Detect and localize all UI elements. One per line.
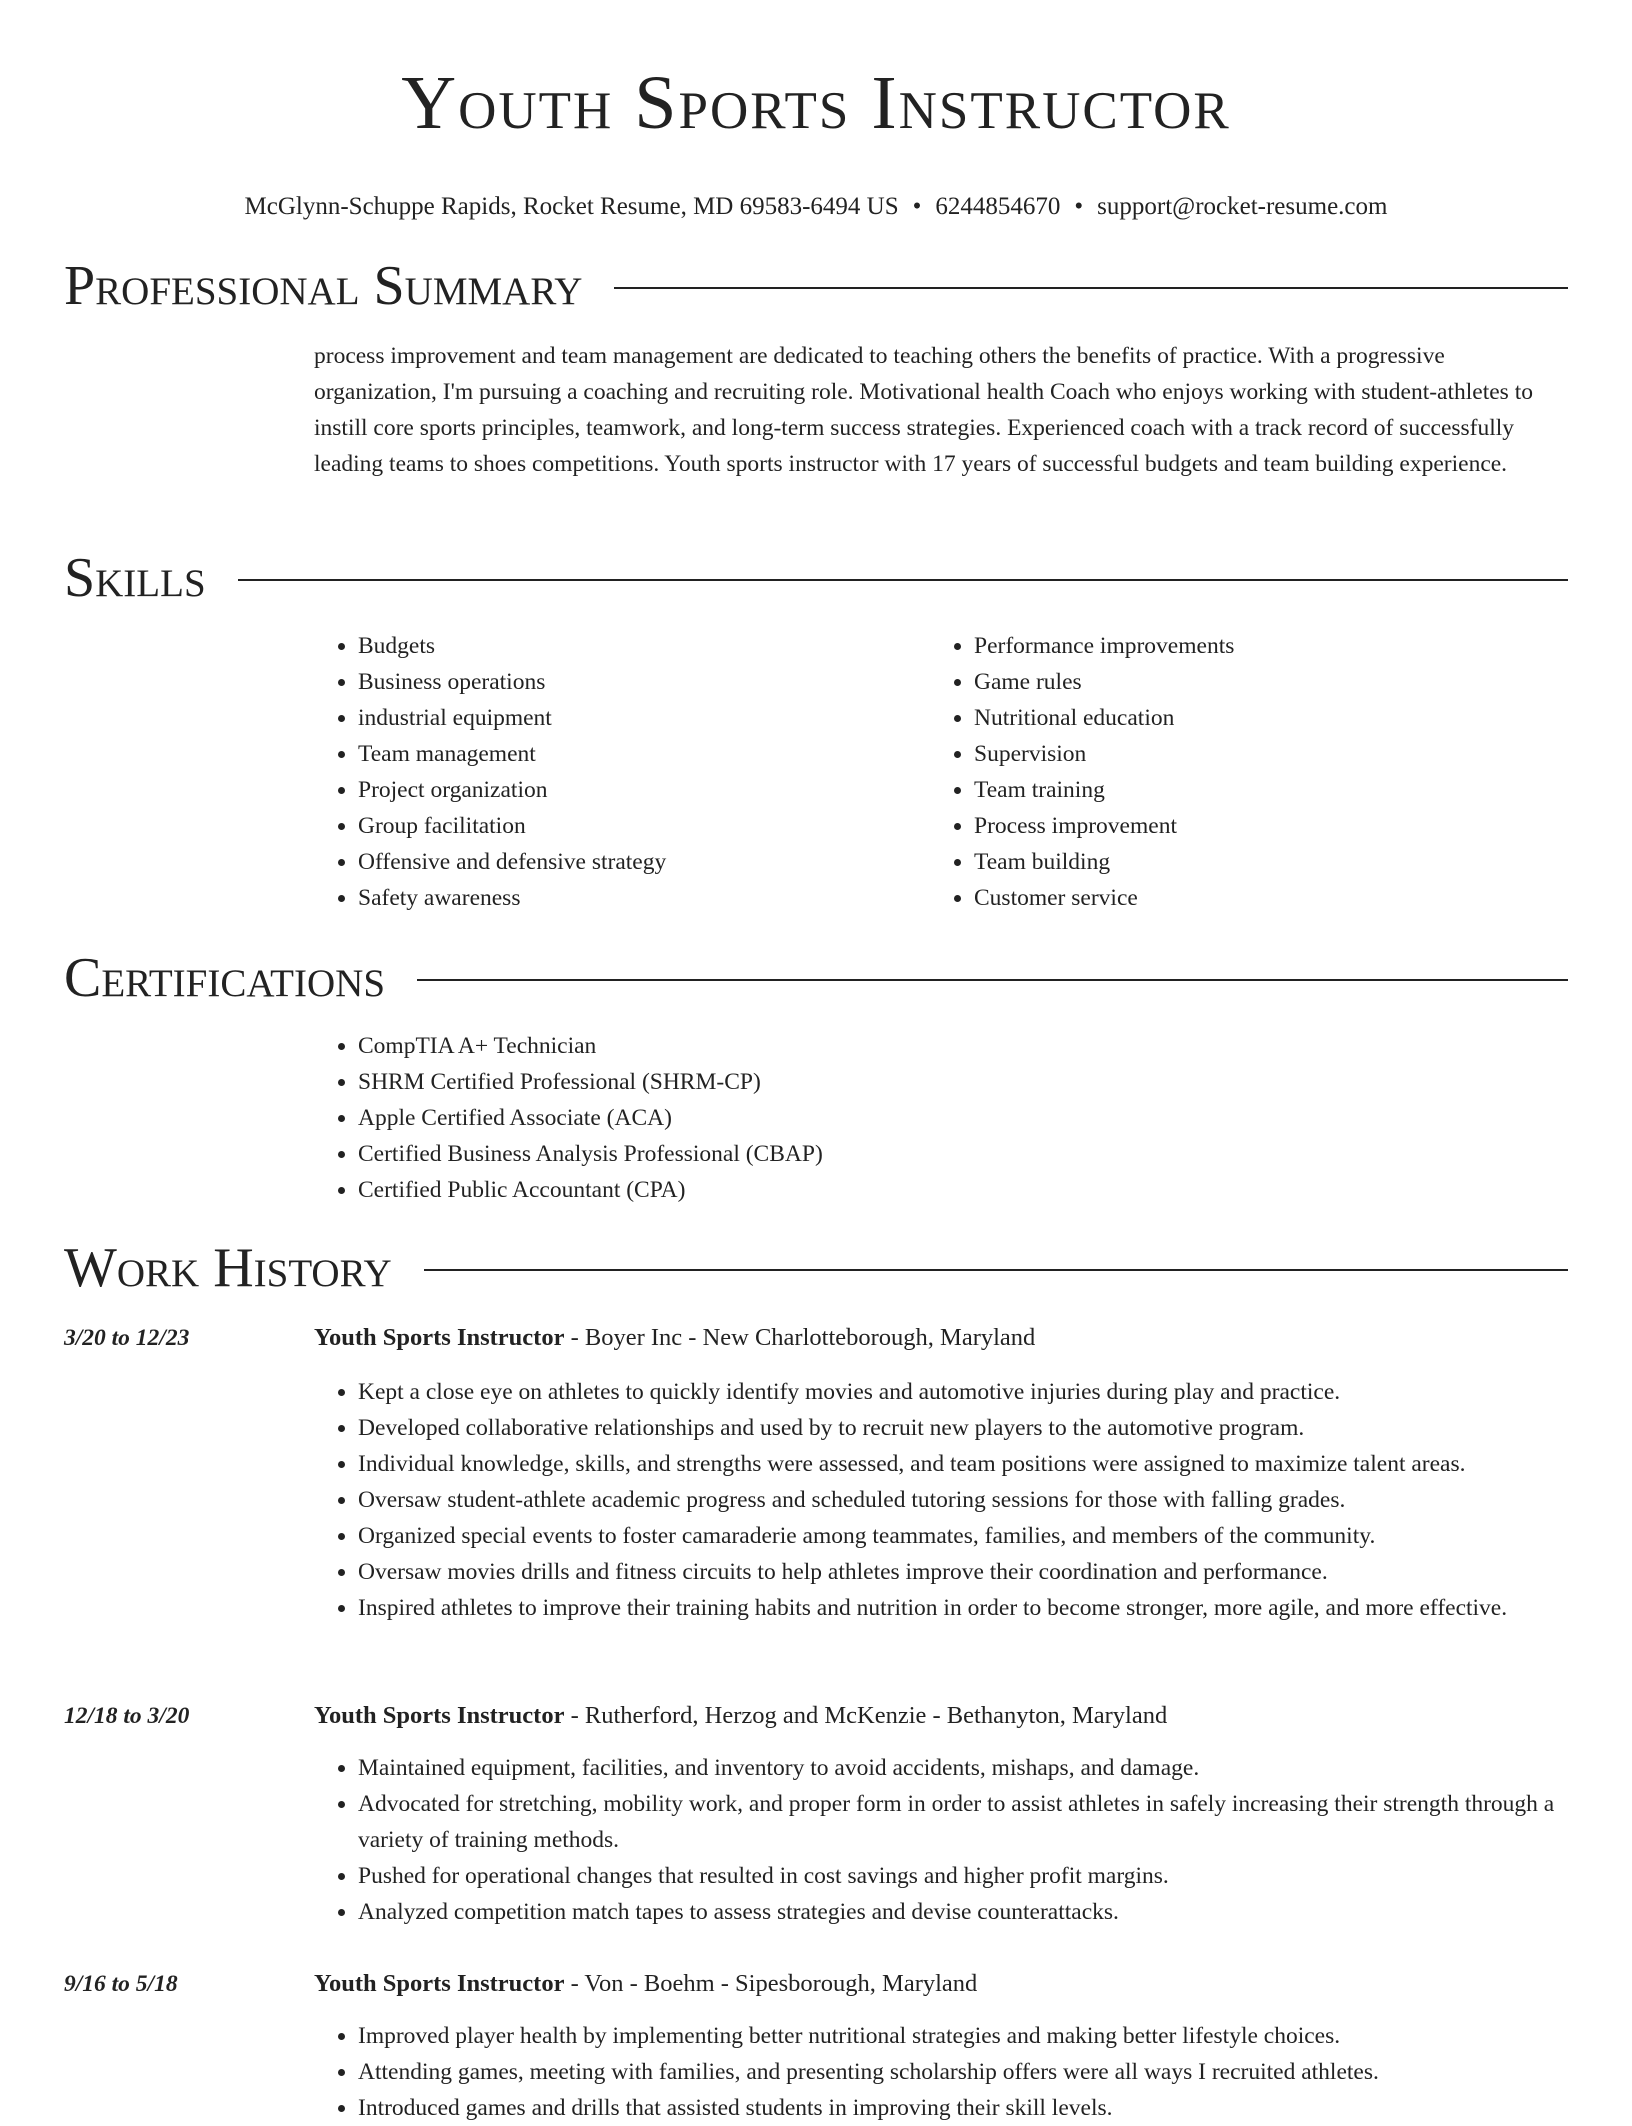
resume-header [0, 0, 1632, 222]
job-duty: • Inspired athletes to improve their training habits and nutrition in order to become stronger, more agile, and more effective. [358, 1590, 1568, 1626]
certification-item: • Certified Business Analysis Professional (CBAP) [358, 1136, 1568, 1172]
skill-item: • Offensive and defensive strategy [358, 844, 930, 880]
skill-item: • Group facilitation [358, 808, 930, 844]
skills-list-left [314, 628, 930, 916]
job-duties [314, 1374, 1568, 1626]
contact-address: McGlynn-Schuppe Rapids, Rocket Resume, MD 69583-6494 US [244, 193, 899, 220]
job-duty: • Improved player health by implementing better nutritional strategies and making better lifestyle choices. [358, 2018, 1568, 2054]
certifications-body [314, 1028, 1568, 1208]
skill-item: • Budgets [358, 628, 930, 664]
skill-item: • Customer service [974, 880, 1546, 916]
job-duty: • Maintained equipment, facilities, and inventory to avoid accidents, mishaps, and damage. [358, 1750, 1568, 1786]
job-role: Youth Sports Instructor [314, 1702, 565, 1729]
work-section-header [64, 1238, 1568, 1298]
summary-section-header [64, 256, 1568, 316]
job-duty: • Kept a close eye on athletes to quickly identify movies and automotive injuries during play and practice. [358, 1374, 1568, 1410]
contact-separator: • [1074, 193, 1084, 220]
skills-column-left [314, 628, 930, 916]
skill-item: • Business operations [358, 664, 930, 700]
job-duty: • Attending games, meeting with families, and presenting scholarship offers were all ways I recruited athletes. [358, 2054, 1568, 2090]
skill-item: • Nutritional education [974, 700, 1546, 736]
certifications-list [314, 1028, 1568, 1208]
section-divider [238, 579, 1568, 581]
job-entry [314, 1320, 1568, 1626]
job-duty: • Advocated for stretching, mobility work, and proper form in order to assist athletes in safely increasing their strength through a variety of training methods. [358, 1786, 1568, 1858]
job-entry [314, 1698, 1568, 1930]
skill-item: • Team training [974, 772, 1546, 808]
certifications-section-header [64, 948, 1568, 1008]
job-date: 3/20 to 12/23 [64, 1325, 190, 1351]
skills-column-right [930, 628, 1546, 916]
skill-item: • industrial equipment [358, 700, 930, 736]
skill-item: • Process improvement [974, 808, 1546, 844]
skill-item: • Game rules [974, 664, 1546, 700]
contact-email: support@rocket-resume.com [1097, 193, 1388, 220]
section-divider [424, 1269, 1568, 1271]
job-duty: • Oversaw movies drills and fitness circuits to help athletes improve their coordination and performance. [358, 1554, 1568, 1590]
job-duties [314, 2018, 1568, 2126]
job-duty: • Organized special events to foster camaraderie among teammates, families, and members of the community. [358, 1518, 1568, 1554]
job-title-line [314, 1698, 1568, 1734]
skill-item: • Team management [358, 736, 930, 772]
job-employer: - Boyer Inc - New Charlotteborough, Maryland [564, 1324, 1036, 1351]
job-title-line [314, 1966, 1568, 2002]
job-title-line [314, 1320, 1568, 1356]
job-employer: - Von - Boehm - Sipesborough, Maryland [564, 1970, 978, 1997]
section-title-summary: Professional Summary [64, 255, 583, 317]
job-role: Youth Sports Instructor [314, 1324, 565, 1351]
section-divider [417, 979, 1568, 981]
contact-phone: 6244854670 [935, 193, 1061, 220]
job-duty: • Pushed for operational changes that resulted in cost savings and higher profit margins. [358, 1858, 1568, 1894]
section-divider [614, 287, 1568, 289]
skill-item: • Performance improvements [974, 628, 1546, 664]
job-duty: • Developed collaborative relationships and used by to recruit new players to the automotive program. [358, 1410, 1568, 1446]
summary-body [314, 338, 1568, 482]
job-duty: • Introduced games and drills that assisted students in improving their skill levels. [358, 2090, 1568, 2126]
contact-separator: • [912, 193, 922, 220]
skills-list-right [930, 628, 1546, 916]
skill-item: • Team building [974, 844, 1546, 880]
contact-line [0, 192, 1632, 222]
certification-item: • Certified Public Accountant (CPA) [358, 1172, 1568, 1208]
job-entry [314, 1966, 1568, 2126]
job-duty: • Oversaw student-athlete academic progress and scheduled tutoring sessions for those with falling grades. [358, 1482, 1568, 1518]
job-duty: • Individual knowledge, skills, and strengths were assessed, and team positions were assigned to maximize talent areas. [358, 1446, 1568, 1482]
job-date: 12/18 to 3/20 [64, 1703, 190, 1729]
section-title-work: Work History [64, 1237, 392, 1299]
skills-body [314, 628, 1568, 916]
candidate-name: Youth Sports Instructor [401, 61, 1231, 145]
job-date: 9/16 to 5/18 [64, 1971, 178, 1997]
section-title-certifications: Certifications [64, 947, 386, 1009]
job-duties [314, 1750, 1568, 1930]
certification-item: • CompTIA A+ Technician [358, 1028, 1568, 1064]
skill-item: • Project organization [358, 772, 930, 808]
skill-item: • Supervision [974, 736, 1546, 772]
job-role: Youth Sports Instructor [314, 1970, 565, 1997]
job-employer: - Rutherford, Herzog and McKenzie - Bethanyton, Maryland [564, 1702, 1168, 1729]
skills-section-header [64, 548, 1568, 608]
skill-item: • Safety awareness [358, 880, 930, 916]
summary-text: process improvement and team management are dedicated to teaching others the benefits of practice. With a progressive organization, I'm pursuing a coaching and recruiting role. Motivational health Coach who enjoys working with student-athletes to instill core sports principles, teamwork, and long-term success strategies. Experienced coach with a track record of successfully leading teams to shoes competitions. Youth sports instructor with 17 years of successful budgets and team building experience. [314, 343, 1533, 477]
certification-item: • SHRM Certified Professional (SHRM-CP) [358, 1064, 1568, 1100]
section-title-skills: Skills [64, 547, 206, 609]
job-duty: • Analyzed competition match tapes to assess strategies and devise counterattacks. [358, 1894, 1568, 1930]
certification-item: • Apple Certified Associate (ACA) [358, 1100, 1568, 1136]
